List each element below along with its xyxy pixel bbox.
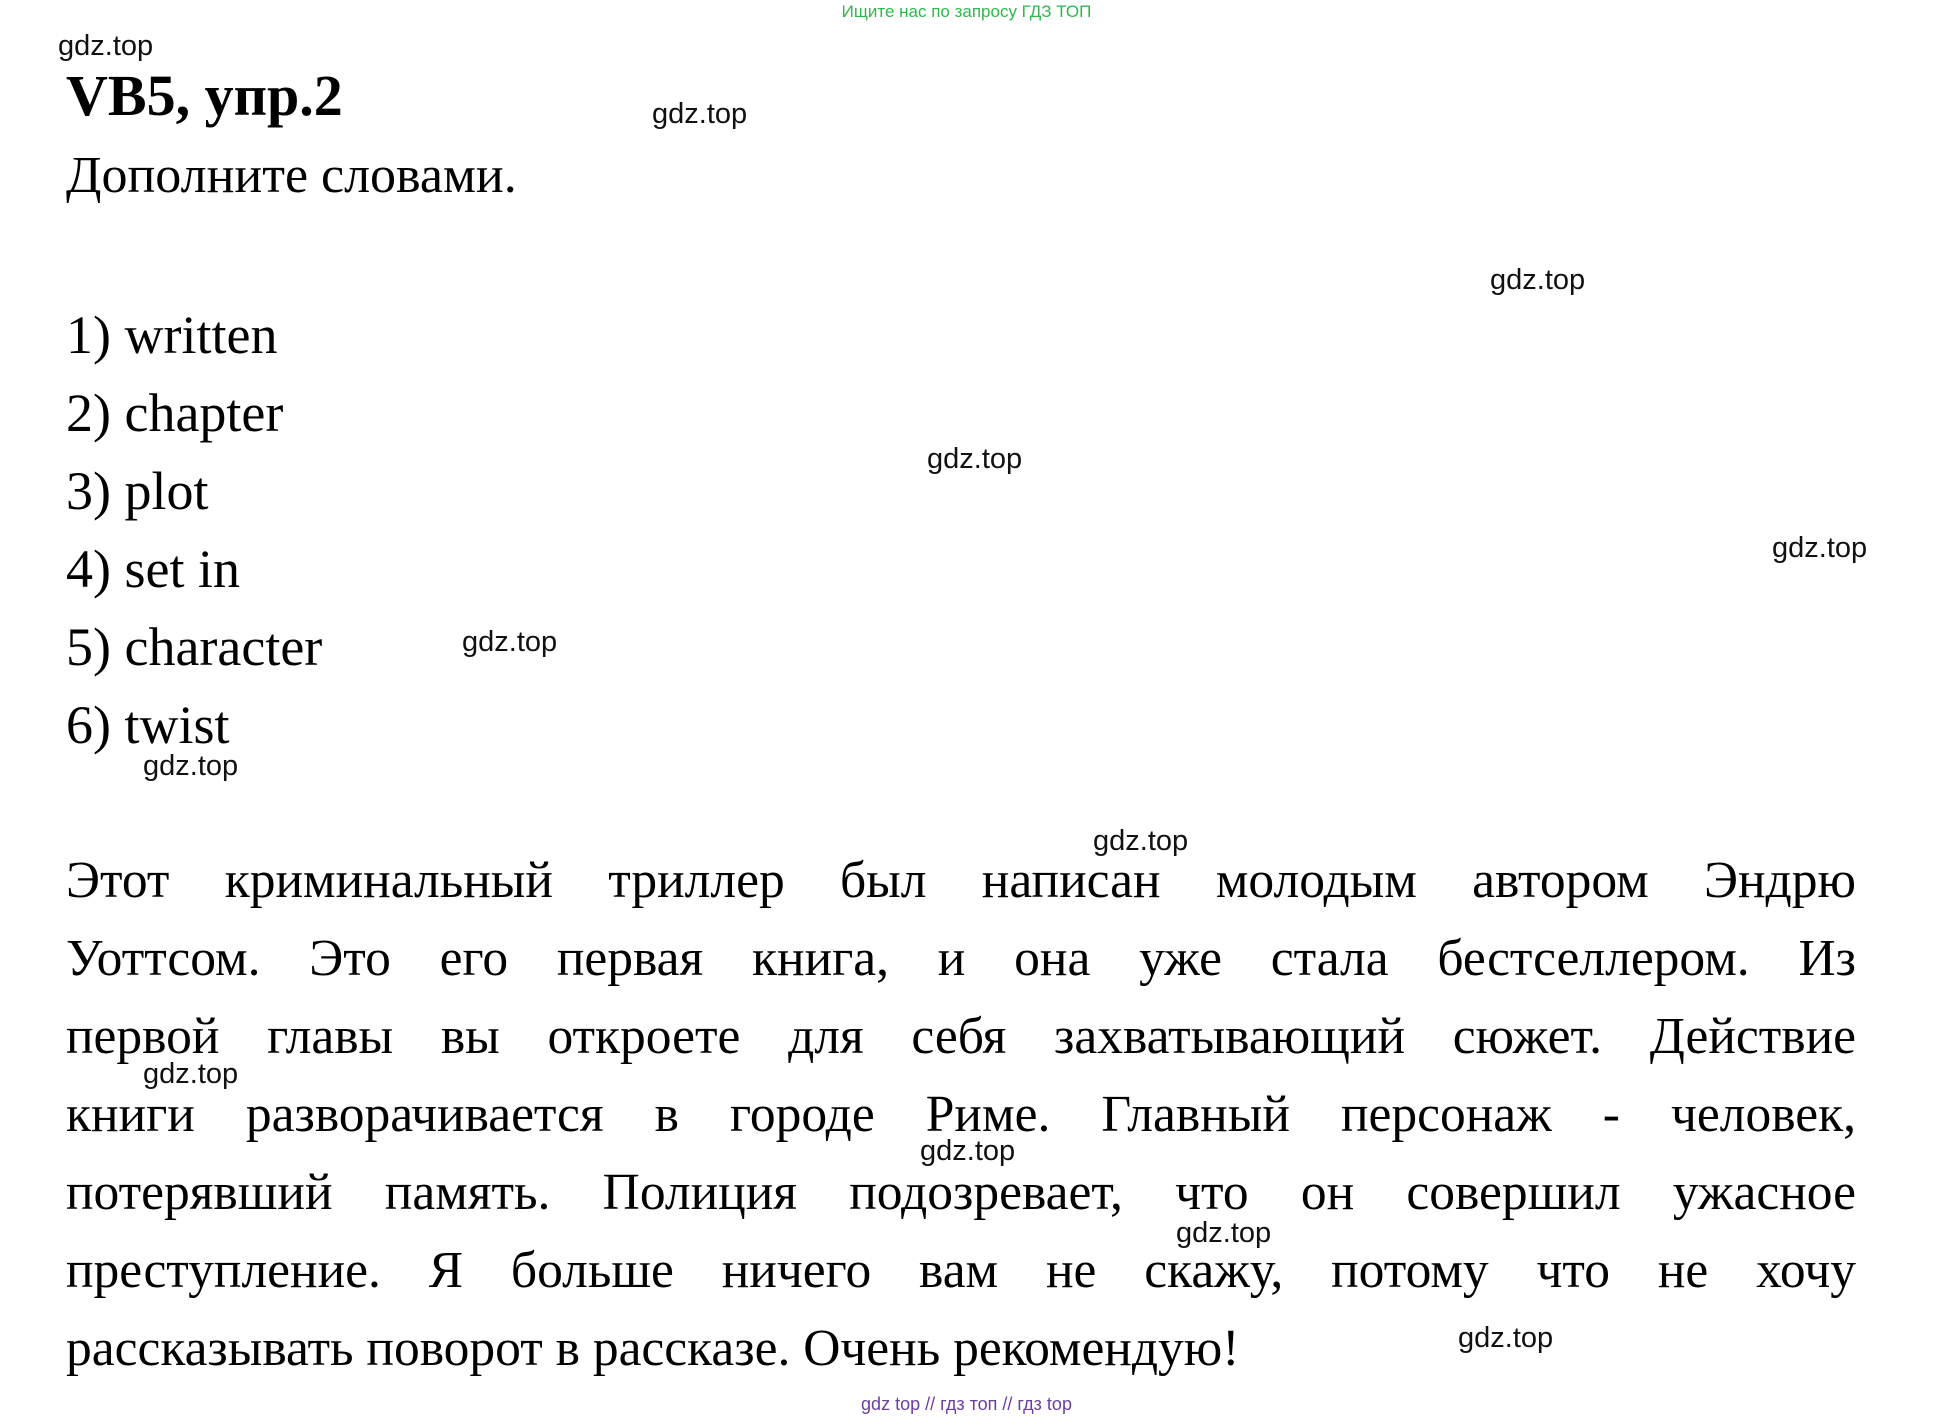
answer-item: 6) twist [66, 695, 230, 755]
answer-item: 3) plot [66, 461, 209, 521]
paragraph-line: Уоттсом. Это его первая книга, и она уже стала бестселлером. Из [66, 930, 1856, 987]
watermark: gdz.top [920, 1135, 1016, 1167]
answer-item: 2) chapter [66, 383, 284, 443]
footer-links[interactable]: gdz top // гдз топ // гдз top [861, 1394, 1072, 1414]
watermark: gdz.top [58, 30, 154, 62]
paragraph-line: первой главы вы откроете для себя захватывающий сюжет. Действие [66, 1008, 1856, 1065]
answer-item: 1) written [66, 305, 278, 365]
watermark: gdz.top [1772, 532, 1868, 564]
paragraph-line: потерявший память. Полиция подозревает, что он совершил ужасное [66, 1164, 1856, 1221]
watermark: gdz.top [1176, 1217, 1272, 1249]
watermark: gdz.top [462, 626, 558, 658]
text-paragraph [66, 842, 1856, 1388]
watermark: gdz.top [652, 98, 748, 130]
answer-item: 4) set in [66, 539, 240, 599]
exercise-instruction: Дополните словами. [66, 147, 517, 204]
answer-list [66, 296, 322, 764]
watermark: gdz.top [143, 1058, 239, 1090]
paragraph-line: рассказывать поворот в рассказе. Очень рекомендую! [66, 1320, 1240, 1377]
watermark: gdz.top [143, 750, 239, 782]
watermark: gdz.top [1093, 825, 1189, 857]
paragraph-line: Этот криминальный триллер был написан молодым автором Эндрю [66, 852, 1856, 909]
exercise-title: VB5, упр.2 [66, 63, 343, 128]
watermark: gdz.top [1458, 1322, 1554, 1354]
answer-item: 5) character [66, 617, 323, 677]
watermark: gdz.top [1490, 264, 1586, 296]
watermark: gdz.top [927, 443, 1023, 475]
top-banner: Ищите нас по запросу ГДЗ ТОП [841, 2, 1092, 21]
paragraph-line: преступление. Я больше ничего вам не скажу, потому что не хочу [66, 1242, 1856, 1299]
paragraph-line: книги разворачивается в городе Риме. Главный персонаж - человек, [66, 1086, 1856, 1143]
